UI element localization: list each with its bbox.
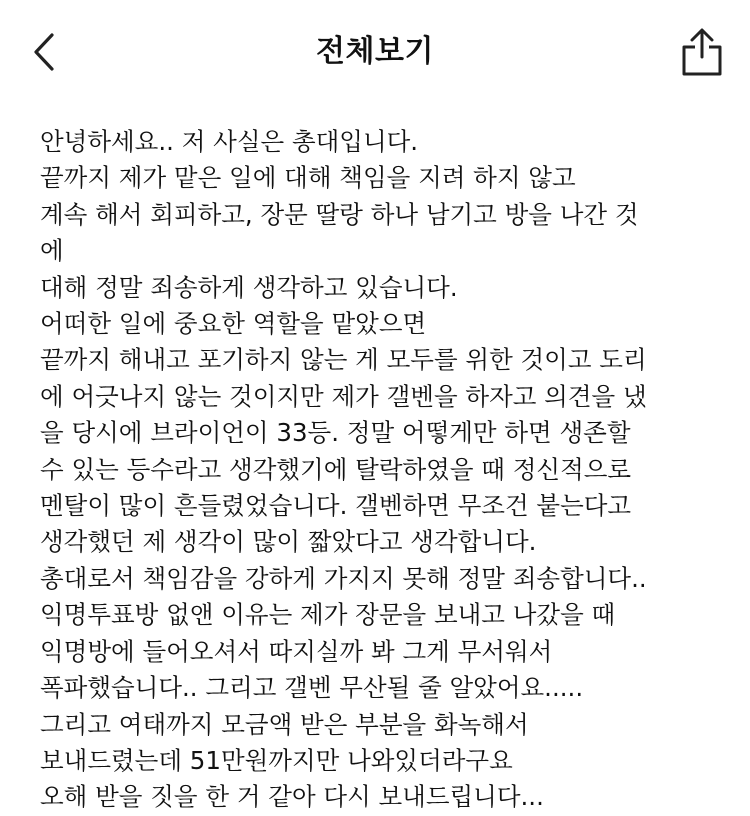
post-text-line: 에 [40, 236, 64, 266]
post-text-line: 멘탈이 많이 흔들렸었습니다. 갤벤하면 무조건 붙는다고 [40, 491, 632, 521]
post-text-line: 어떠한 일에 중요한 역할을 맡았으면 [40, 309, 427, 339]
post-text-line: 그리고 여태까지 모금액 받은 부분을 화녹해서 [40, 709, 529, 739]
post-body [40, 124, 712, 816]
post-text-line: 안녕하세요.. 저 사실은 총대입니다. [40, 127, 419, 156]
share-icon [680, 27, 724, 77]
header-bar [0, 0, 750, 100]
post-text-line: 익명투표방 없앤 이유는 제가 장문을 보내고 나갔을 때 [40, 600, 616, 630]
post-text-line: 대해 정말 죄송하게 생각하고 있습니다. [40, 272, 458, 302]
post-text-line: 수 있는 등수라고 생각했기에 탈락하였을 때 정신적으로 [40, 454, 632, 484]
post-text-line: 끝까지 제가 맡은 일에 대해 책임을 지려 하지 않고 [40, 163, 576, 193]
post-text-line: 을 당시에 브라이언이 33등. 정말 어떻게만 하면 생존할 [40, 418, 631, 448]
post-text-line: 오해 받을 짓을 한 거 같아 다시 보내드립니다... [40, 782, 544, 812]
share-button[interactable] [676, 24, 728, 80]
post-text-line: 에 어긋나지 않는 것이지만 제가 갤벤을 하자고 의견을 냈 [40, 381, 647, 411]
post-text-line: 끝까지 해내고 포기하지 않는 게 모두를 위한 것이고 도리 [40, 345, 647, 375]
page-title: 전체보기 [316, 34, 434, 69]
post-text-line: 계속 해서 회피하고, 장문 딸랑 하나 남기고 방을 나간 것 [40, 199, 639, 229]
post-text-line: 익명방에 들어오셔서 따지실까 봐 그게 무서워서 [40, 636, 553, 666]
post-text-line: 보내드렸는데 51만원까지만 나와있더라구요 [40, 745, 513, 775]
post-text-line: 폭파했습니다.. 그리고 갤벤 무산될 줄 알았어요..... [40, 673, 584, 703]
post-text-line: 생각했던 제 생각이 많이 짧았다고 생각합니다. [40, 527, 537, 557]
post-text-line: 총대로서 책임감을 강하게 가지지 못해 정말 죄송합니다.. [40, 563, 647, 593]
